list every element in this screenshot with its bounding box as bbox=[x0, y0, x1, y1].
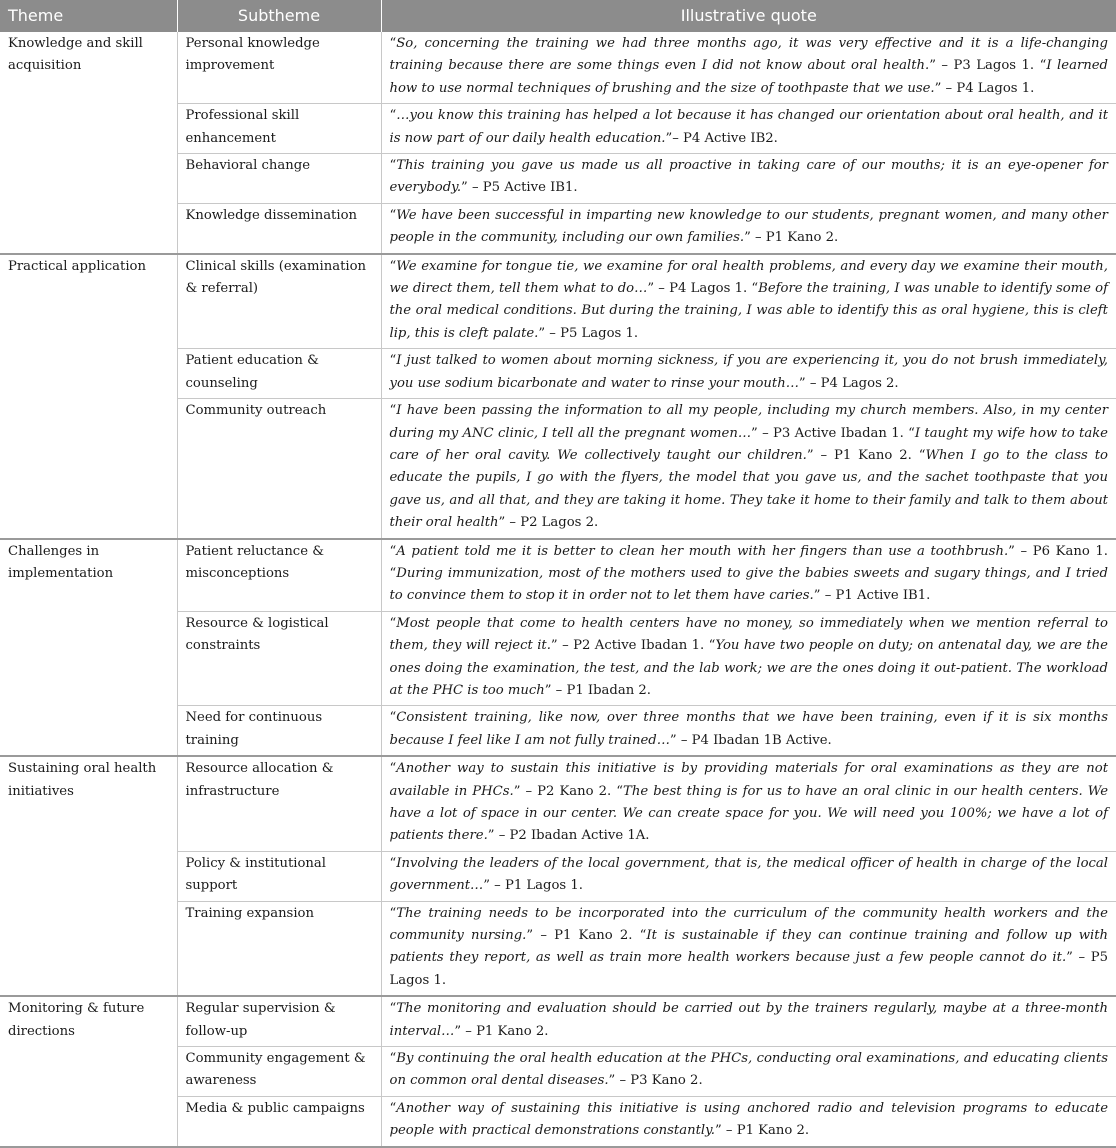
quote-attribution: “ bbox=[389, 615, 397, 631]
quote-attribution: ” – P5 Lagos 1. bbox=[538, 325, 639, 341]
table-row bbox=[0, 539, 1116, 612]
subtheme-cell: Media & public campaigns bbox=[177, 1096, 381, 1146]
table-header bbox=[0, 0, 1116, 32]
subtheme-cell: Behavioral change bbox=[177, 154, 381, 204]
quote-attribution: “ bbox=[389, 258, 397, 274]
quote-attribution: ” – P1 Kano 2. bbox=[744, 230, 839, 246]
table-row bbox=[0, 996, 1116, 1046]
quote-cell bbox=[381, 901, 1116, 996]
theme-cell: Challenges in implementation bbox=[0, 539, 177, 757]
quote-attribution: ” – P1 Kano 2. bbox=[714, 1123, 810, 1139]
quote-cell bbox=[381, 611, 1116, 706]
quote-attribution: ” – P1 Kano 2. “ bbox=[526, 928, 647, 944]
quote-text: The training needs to be incorporated into the curriculum of the community health workers and the community nursing. bbox=[389, 905, 1108, 944]
quote-attribution: “ bbox=[389, 855, 397, 871]
quote-attribution: ”– P4 Active IB2. bbox=[665, 130, 778, 146]
quote-cell bbox=[381, 1096, 1116, 1146]
quote-cell bbox=[381, 756, 1116, 851]
quote-attribution: ” – P2 Ibadan Active 1A. bbox=[487, 828, 650, 844]
quote-text: We examine for tongue tie, we examine for oral health problems, and every day we examine their mouth, we direct them, tell them what to do… bbox=[389, 258, 1108, 297]
header-quote: Illustrative quote bbox=[381, 0, 1116, 32]
quote-text: A patient told me it is better to clean her mouth with her fingers than use a toothbrush. bbox=[396, 543, 1009, 559]
quote-attribution: “ bbox=[389, 710, 397, 726]
quote-text: By continuing the oral health education at the PHCs, conducting oral examinations, and educating clients on common oral dental diseases. bbox=[389, 1051, 1108, 1089]
subtheme-cell: Regular supervision & follow-up bbox=[177, 996, 381, 1046]
quote-cell bbox=[381, 996, 1116, 1046]
quote-text: Involving the leaders of the local government, that is, the medical officer of health in charge of the local government… bbox=[389, 855, 1108, 894]
quote-cell bbox=[381, 154, 1116, 204]
quote-attribution: “ bbox=[389, 1001, 397, 1017]
quote-text: Most people that come to health centers have no money, so immediately when we mention referral to them, they will reject it. bbox=[389, 615, 1108, 654]
subtheme-cell: Community engagement & awareness bbox=[177, 1047, 381, 1097]
quote-attribution: “ bbox=[389, 1100, 397, 1116]
quote-text: Before the training, I was unable to identify some of the oral medical conditions. But during the training, I was able to identify this as oral hygiene, this is cleft lip, this is cleft palate. bbox=[389, 281, 1109, 341]
quote-attribution: ” – P1 Ibadan 2. bbox=[544, 682, 651, 698]
quote-attribution: ” – P4 Lagos 2. bbox=[798, 375, 899, 391]
subtheme-cell: Policy & institutional support bbox=[177, 851, 381, 901]
quote-attribution: “ bbox=[389, 761, 397, 777]
quote-text: Consistent training, like now, over three months that we have been training, even if it is six months because I feel like I am not fully trained… bbox=[389, 710, 1108, 748]
header-row bbox=[0, 0, 1116, 32]
subtheme-cell: Professional skill enhancement bbox=[177, 104, 381, 154]
quote-attribution: “ bbox=[389, 543, 397, 559]
quote-attribution: ” – P2 Lagos 2. bbox=[498, 515, 599, 531]
quote-cell bbox=[381, 851, 1116, 901]
quote-attribution: ” – P1 Active IB1. bbox=[813, 588, 931, 604]
quote-cell bbox=[381, 254, 1116, 349]
quote-attribution: ” – P5 Lagos 1. bbox=[389, 950, 1109, 988]
quote-text: I just talked to women about morning sickness, if you are experiencing it, you do not brush immediately, you use sodium bicarbonate and water to rinse your mouth… bbox=[389, 353, 1108, 391]
quote-cell bbox=[381, 32, 1116, 104]
quote-attribution: ” – P3 Active Ibadan 1. “ bbox=[751, 425, 915, 441]
quote-attribution: “ bbox=[389, 108, 397, 124]
quote-text: During immunization, most of the mothers used to give the babies sweets and sugary things, and I tried to convince them to stop it in order not to let them have caries. bbox=[389, 565, 1108, 604]
quote-attribution: ” – P1 Kano 2. bbox=[454, 1023, 549, 1039]
quote-cell bbox=[381, 539, 1116, 612]
quote-text: So, concerning the training we had three months ago, it was very effective and it is a life-changing training because there are some things even I did not know about oral health. bbox=[389, 36, 1108, 74]
quote-attribution: ” – P1 Lagos 1. bbox=[483, 878, 583, 894]
subtheme-cell: Resource allocation & infrastructure bbox=[177, 756, 381, 851]
quote-attribution: ” – P4 Ibadan 1B Active. bbox=[669, 732, 832, 748]
quote-text: Another way to sustain this initiative is by providing materials for oral examinations as they are not available in PHCs. bbox=[389, 761, 1108, 799]
quote-text: Another way of sustaining this initiative is using anchored radio and television programs to educate people with practical demonstrations constantly. bbox=[389, 1100, 1108, 1139]
quote-attribution: “ bbox=[389, 36, 397, 51]
quote-attribution: ” – P3 Kano 2. bbox=[608, 1073, 703, 1089]
table-row bbox=[0, 756, 1116, 851]
quote-text: We have been successful in imparting new knowledge to our students, pregnant women, and many other people in the community, including our own families. bbox=[389, 207, 1108, 246]
subtheme-cell: Community outreach bbox=[177, 399, 381, 539]
quote-text: You have two people on duty; on antenatal day, we are the ones doing the examination, the test, and the lab work; we are the ones doing it out-patient. The workload at the PHC is too much bbox=[389, 638, 1108, 698]
quote-text: …you know this training has helped a lot because it has changed our orientation about oral health, and it is now part of our daily health education. bbox=[389, 108, 1108, 146]
subtheme-cell: Personal knowledge improvement bbox=[177, 32, 381, 104]
quote-attribution: “ bbox=[389, 207, 397, 223]
quote-attribution: ” – P5 Active IB1. bbox=[461, 180, 578, 196]
quote-cell bbox=[381, 104, 1116, 154]
quote-attribution: ” – P4 Lagos 1. “ bbox=[647, 281, 759, 297]
quote-cell bbox=[381, 203, 1116, 253]
quote-attribution: “ bbox=[389, 158, 397, 174]
quote-text: I taught my wife how to take care of her oral cavity. We collectively taught our children. bbox=[389, 425, 1108, 463]
quote-attribution: “ bbox=[389, 905, 397, 921]
table-row bbox=[0, 254, 1116, 349]
theme-cell: Monitoring & future directions bbox=[0, 996, 177, 1146]
quote-attribution: ” – P4 Lagos 1. bbox=[934, 80, 1035, 96]
quote-attribution: ” – P2 Kano 2. “ bbox=[513, 783, 624, 799]
theme-cell: Knowledge and skill acquisition bbox=[0, 32, 177, 254]
quote-attribution: “ bbox=[389, 353, 397, 369]
quote-attribution: “ bbox=[389, 403, 397, 419]
subtheme-cell: Patient education & counseling bbox=[177, 349, 381, 399]
subtheme-cell: Resource & logistical constraints bbox=[177, 611, 381, 706]
quote-attribution: ” – P2 Active Ibadan 1. “ bbox=[550, 638, 716, 654]
subtheme-cell: Training expansion bbox=[177, 901, 381, 996]
subtheme-cell: Need for continuous training bbox=[177, 706, 381, 756]
quote-attribution: ” – P1 Kano 2. “ bbox=[806, 447, 926, 463]
quote-text: I have been passing the information to all my people, including my church members. Also, in my center during my ANC clinic, I tell all the pregnant women… bbox=[389, 403, 1108, 441]
quote-cell bbox=[381, 1047, 1116, 1097]
table-row bbox=[0, 32, 1116, 104]
subtheme-cell: Patient reluctance & misconceptions bbox=[177, 539, 381, 612]
quote-cell bbox=[381, 349, 1116, 399]
header-subtheme: Subtheme bbox=[177, 0, 381, 32]
quote-text: It is sustainable if they can continue training and follow up with patients they report, as well as train more health workers because just a few people cannot do it. bbox=[389, 928, 1109, 966]
quote-cell bbox=[381, 399, 1116, 539]
theme-cell: Sustaining oral health initiatives bbox=[0, 756, 177, 996]
subtheme-cell: Knowledge dissemination bbox=[177, 203, 381, 253]
quote-attribution: ” – P6 Kano 1. “ bbox=[389, 543, 1108, 581]
table-body bbox=[0, 32, 1116, 1147]
theme-cell: Practical application bbox=[0, 254, 177, 539]
quote-text: When I go to the class to educate the pupils, I go with the flyers, the model that you gave us, and the sachet toothpaste that you gave us, and all that, and they are taking it home. They take it home to their family and talk to them about their oral health bbox=[389, 447, 1108, 531]
header-theme: Theme bbox=[0, 0, 177, 32]
quote-text: The monitoring and evaluation should be carried out by the trainers regularly, maybe at a three-month interval… bbox=[389, 1001, 1108, 1039]
quote-attribution: “ bbox=[389, 1051, 397, 1067]
quote-text: I learned how to use normal techniques of brushing and the size of toothpaste that we use. bbox=[389, 58, 1108, 96]
quote-text: The best thing is for us to have an oral clinic in our health centers. We have a lot of space in our center. We can create space for you. We will need you 100%; we have a lot of patients there. bbox=[389, 783, 1109, 844]
quote-attribution: ” – P3 Lagos 1. “ bbox=[929, 58, 1047, 74]
quote-cell bbox=[381, 706, 1116, 756]
subtheme-cell: Clinical skills (examination & referral) bbox=[177, 254, 381, 349]
quote-text: This training you gave us made us all proactive in taking care of our mouths; it is an eye-opener for everybody. bbox=[389, 158, 1108, 196]
